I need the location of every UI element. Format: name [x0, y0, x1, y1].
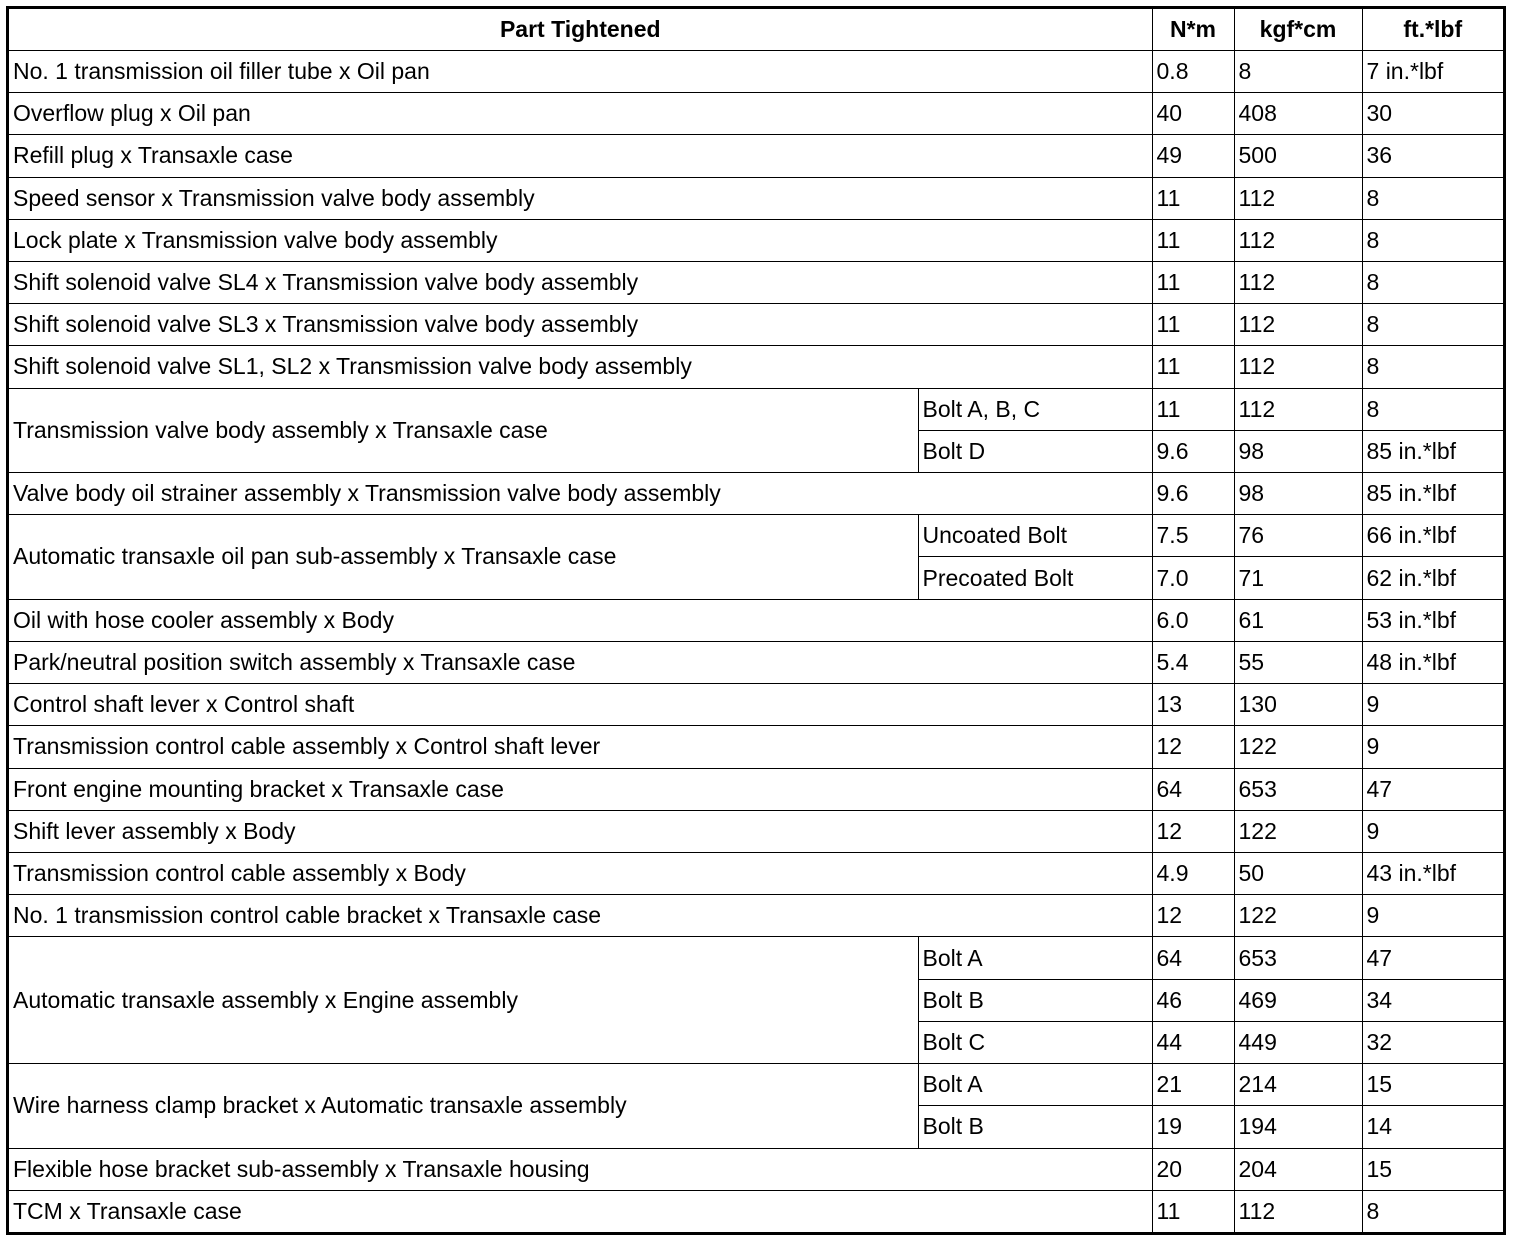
ft-lbf-cell: 43 in.*lbf — [1362, 853, 1503, 895]
ft-lbf-cell: 62 in.*lbf — [1362, 557, 1503, 599]
nm-cell: 40 — [1152, 93, 1234, 135]
kgf-cm-cell: 71 — [1234, 557, 1362, 599]
part-tightened-cell: Flexible hose bracket sub-assembly x Transaxle housing — [9, 1148, 1152, 1190]
table-row — [9, 346, 1503, 388]
nm-cell: 12 — [1152, 895, 1234, 937]
kgf-cm-cell: 8 — [1234, 50, 1362, 92]
header-ft-lbf: ft.*lbf — [1362, 9, 1503, 50]
bolt-label-cell: Bolt B — [918, 1106, 1152, 1148]
table-row — [9, 50, 1503, 92]
ft-lbf-cell: 85 in.*lbf — [1362, 430, 1503, 472]
ft-lbf-cell: 8 — [1362, 261, 1503, 303]
part-tightened-cell: Lock plate x Transmission valve body assembly — [9, 219, 1152, 261]
nm-cell: 11 — [1152, 219, 1234, 261]
kgf-cm-cell: 98 — [1234, 473, 1362, 515]
kgf-cm-cell: 112 — [1234, 1190, 1362, 1232]
part-tightened-cell: Automatic transaxle oil pan sub-assembly x Transaxle case — [9, 515, 918, 599]
table-row — [9, 684, 1503, 726]
nm-cell: 7.5 — [1152, 515, 1234, 557]
ft-lbf-cell: 85 in.*lbf — [1362, 473, 1503, 515]
part-tightened-cell: Transmission control cable assembly x Body — [9, 853, 1152, 895]
nm-cell: 21 — [1152, 1064, 1234, 1106]
nm-cell: 49 — [1152, 135, 1234, 177]
kgf-cm-cell: 112 — [1234, 304, 1362, 346]
header-nm: N*m — [1152, 9, 1234, 50]
header-kgf-cm: kgf*cm — [1234, 9, 1362, 50]
kgf-cm-cell: 112 — [1234, 346, 1362, 388]
bolt-label-cell: Bolt A — [918, 937, 1152, 979]
ft-lbf-cell: 15 — [1362, 1064, 1503, 1106]
nm-cell: 13 — [1152, 684, 1234, 726]
ft-lbf-cell: 36 — [1362, 135, 1503, 177]
ft-lbf-cell: 9 — [1362, 726, 1503, 768]
kgf-cm-cell: 130 — [1234, 684, 1362, 726]
table-row — [9, 219, 1503, 261]
nm-cell: 19 — [1152, 1106, 1234, 1148]
header-row — [9, 9, 1503, 50]
ft-lbf-cell: 66 in.*lbf — [1362, 515, 1503, 557]
ft-lbf-cell: 32 — [1362, 1021, 1503, 1063]
nm-cell: 7.0 — [1152, 557, 1234, 599]
nm-cell: 12 — [1152, 726, 1234, 768]
ft-lbf-cell: 8 — [1362, 388, 1503, 430]
torque-table-body — [9, 9, 1503, 1232]
nm-cell: 6.0 — [1152, 599, 1234, 641]
bolt-label-cell: Bolt A — [918, 1064, 1152, 1106]
part-tightened-cell: Transmission valve body assembly x Transaxle case — [9, 388, 918, 472]
ft-lbf-cell: 53 in.*lbf — [1362, 599, 1503, 641]
torque-spec-table — [9, 9, 1503, 1232]
ft-lbf-cell: 47 — [1362, 937, 1503, 979]
nm-cell: 5.4 — [1152, 641, 1234, 683]
ft-lbf-cell: 8 — [1362, 304, 1503, 346]
kgf-cm-cell: 50 — [1234, 853, 1362, 895]
nm-cell: 11 — [1152, 261, 1234, 303]
nm-cell: 12 — [1152, 810, 1234, 852]
part-tightened-cell: Front engine mounting bracket x Transaxle case — [9, 768, 1152, 810]
table-row — [9, 515, 1503, 557]
ft-lbf-cell: 15 — [1362, 1148, 1503, 1190]
kgf-cm-cell: 449 — [1234, 1021, 1362, 1063]
table-row — [9, 135, 1503, 177]
part-tightened-cell: Shift solenoid valve SL1, SL2 x Transmission valve body assembly — [9, 346, 1152, 388]
kgf-cm-cell: 55 — [1234, 641, 1362, 683]
ft-lbf-cell: 7 in.*lbf — [1362, 50, 1503, 92]
ft-lbf-cell: 30 — [1362, 93, 1503, 135]
nm-cell: 0.8 — [1152, 50, 1234, 92]
nm-cell: 64 — [1152, 768, 1234, 810]
nm-cell: 4.9 — [1152, 853, 1234, 895]
part-tightened-cell: Shift lever assembly x Body — [9, 810, 1152, 852]
table-row — [9, 304, 1503, 346]
ft-lbf-cell: 9 — [1362, 895, 1503, 937]
kgf-cm-cell: 122 — [1234, 810, 1362, 852]
ft-lbf-cell: 14 — [1362, 1106, 1503, 1148]
kgf-cm-cell: 500 — [1234, 135, 1362, 177]
nm-cell: 9.6 — [1152, 473, 1234, 515]
part-tightened-cell: Oil with hose cooler assembly x Body — [9, 599, 1152, 641]
kgf-cm-cell: 194 — [1234, 1106, 1362, 1148]
kgf-cm-cell: 112 — [1234, 388, 1362, 430]
table-row — [9, 261, 1503, 303]
nm-cell: 9.6 — [1152, 430, 1234, 472]
part-tightened-cell: Shift solenoid valve SL3 x Transmission valve body assembly — [9, 304, 1152, 346]
kgf-cm-cell: 112 — [1234, 219, 1362, 261]
nm-cell: 11 — [1152, 177, 1234, 219]
table-row — [9, 93, 1503, 135]
kgf-cm-cell: 653 — [1234, 937, 1362, 979]
nm-cell: 11 — [1152, 1190, 1234, 1232]
part-tightened-cell: Overflow plug x Oil pan — [9, 93, 1152, 135]
table-row — [9, 599, 1503, 641]
ft-lbf-cell: 9 — [1362, 810, 1503, 852]
part-tightened-cell: TCM x Transaxle case — [9, 1190, 1152, 1232]
kgf-cm-cell: 122 — [1234, 895, 1362, 937]
kgf-cm-cell: 98 — [1234, 430, 1362, 472]
nm-cell: 11 — [1152, 346, 1234, 388]
ft-lbf-cell: 8 — [1362, 346, 1503, 388]
table-row — [9, 473, 1503, 515]
kgf-cm-cell: 61 — [1234, 599, 1362, 641]
kgf-cm-cell: 469 — [1234, 979, 1362, 1021]
ft-lbf-cell: 8 — [1362, 177, 1503, 219]
nm-cell: 11 — [1152, 388, 1234, 430]
header-part-tightened: Part Tightened — [9, 9, 1152, 50]
part-tightened-cell: Shift solenoid valve SL4 x Transmission valve body assembly — [9, 261, 1152, 303]
part-tightened-cell: Control shaft lever x Control shaft — [9, 684, 1152, 726]
table-row — [9, 810, 1503, 852]
kgf-cm-cell: 214 — [1234, 1064, 1362, 1106]
table-row — [9, 1064, 1503, 1106]
table-row — [9, 1190, 1503, 1232]
part-tightened-cell: No. 1 transmission control cable bracket x Transaxle case — [9, 895, 1152, 937]
part-tightened-cell: Automatic transaxle assembly x Engine assembly — [9, 937, 918, 1064]
part-tightened-cell: Park/neutral position switch assembly x Transaxle case — [9, 641, 1152, 683]
kgf-cm-cell: 653 — [1234, 768, 1362, 810]
table-row — [9, 177, 1503, 219]
nm-cell: 64 — [1152, 937, 1234, 979]
table-row — [9, 1148, 1503, 1190]
part-tightened-cell: No. 1 transmission oil filler tube x Oil pan — [9, 50, 1152, 92]
ft-lbf-cell: 9 — [1362, 684, 1503, 726]
nm-cell: 44 — [1152, 1021, 1234, 1063]
nm-cell: 20 — [1152, 1148, 1234, 1190]
bolt-label-cell: Bolt C — [918, 1021, 1152, 1063]
part-tightened-cell: Speed sensor x Transmission valve body assembly — [9, 177, 1152, 219]
table-row — [9, 388, 1503, 430]
part-tightened-cell: Transmission control cable assembly x Control shaft lever — [9, 726, 1152, 768]
ft-lbf-cell: 34 — [1362, 979, 1503, 1021]
ft-lbf-cell: 8 — [1362, 219, 1503, 261]
bolt-label-cell: Bolt B — [918, 979, 1152, 1021]
table-row — [9, 895, 1503, 937]
table-row — [9, 641, 1503, 683]
ft-lbf-cell: 48 in.*lbf — [1362, 641, 1503, 683]
table-row — [9, 853, 1503, 895]
part-tightened-cell: Refill plug x Transaxle case — [9, 135, 1152, 177]
torque-spec-table-frame — [6, 6, 1506, 1235]
kgf-cm-cell: 122 — [1234, 726, 1362, 768]
bolt-label-cell: Precoated Bolt — [918, 557, 1152, 599]
part-tightened-cell: Wire harness clamp bracket x Automatic transaxle assembly — [9, 1064, 918, 1148]
nm-cell: 11 — [1152, 304, 1234, 346]
kgf-cm-cell: 112 — [1234, 261, 1362, 303]
table-row — [9, 937, 1503, 979]
bolt-label-cell: Bolt A, B, C — [918, 388, 1152, 430]
table-row — [9, 768, 1503, 810]
kgf-cm-cell: 112 — [1234, 177, 1362, 219]
kgf-cm-cell: 408 — [1234, 93, 1362, 135]
table-row — [9, 726, 1503, 768]
ft-lbf-cell: 8 — [1362, 1190, 1503, 1232]
kgf-cm-cell: 76 — [1234, 515, 1362, 557]
bolt-label-cell: Uncoated Bolt — [918, 515, 1152, 557]
ft-lbf-cell: 47 — [1362, 768, 1503, 810]
nm-cell: 46 — [1152, 979, 1234, 1021]
bolt-label-cell: Bolt D — [918, 430, 1152, 472]
kgf-cm-cell: 204 — [1234, 1148, 1362, 1190]
part-tightened-cell: Valve body oil strainer assembly x Transmission valve body assembly — [9, 473, 1152, 515]
